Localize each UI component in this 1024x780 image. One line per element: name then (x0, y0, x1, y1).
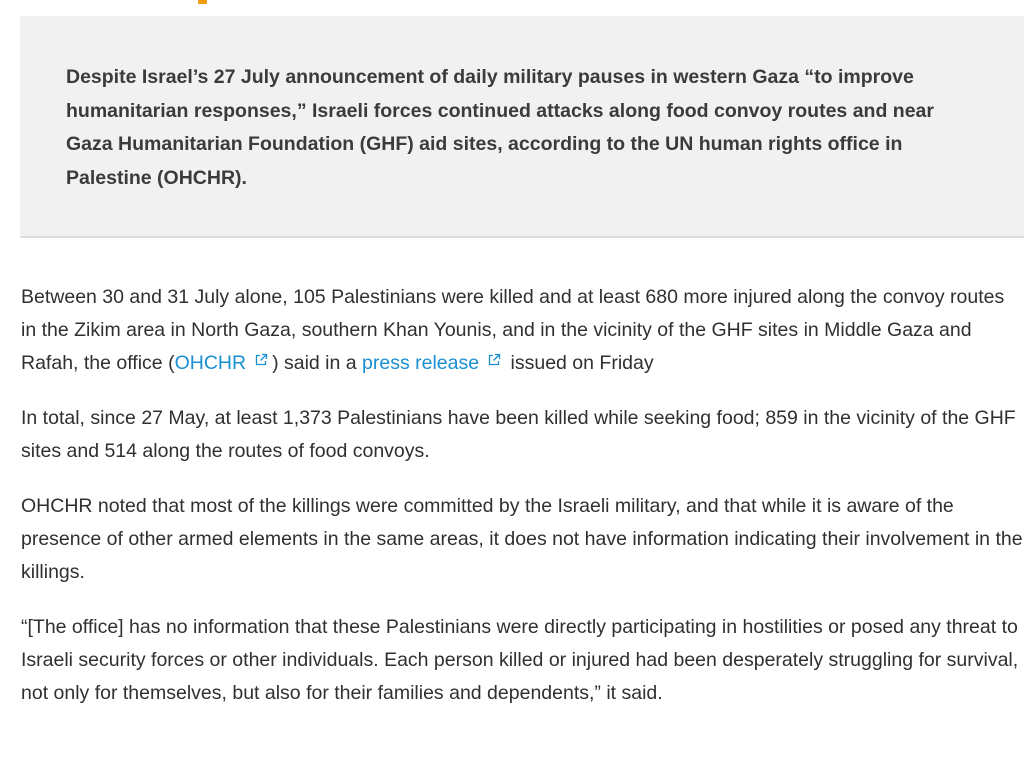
article-summary-box (20, 16, 1024, 238)
press-release-link[interactable] (362, 352, 505, 374)
paragraph-convoy-killings (21, 281, 1024, 380)
paragraph-1-text-before: Between 30 and 31 July alone, 105 Palestinians were killed and at least 680 more injured along the convoy routes in the Zikim area in North Gaza, southern Khan Younis, and in the vicinity of the GHF sites in Middle Gaza and Rafah, the office ( (21, 286, 1005, 374)
paragraph-1-text-middle: ) said in a (272, 352, 363, 374)
paragraph-1-text-after: issued on Friday (510, 352, 654, 374)
cut-off-heading-fragment (20, 0, 240, 6)
ohchr-link[interactable] (175, 352, 273, 374)
paragraph-quote: “[The office] has no information that these Palestinians were directly participating in hostilities or posed any threat to Israeli security forces or other individuals. Each person killed or injured had been desperately struggling for survival, not only for themselves, but also for their families and dependents,” it said. (21, 616, 1019, 704)
orange-accent-mark (198, 0, 207, 4)
ohchr-link-label: OHCHR (174, 352, 247, 374)
paragraph-total-killed: In total, since 27 May, at least 1,373 Palestinians have been killed while seeking food; 859 in the vicinity of the GHF sites and 514 along the routes of food convoys. (21, 407, 1016, 462)
external-link-icon (254, 353, 268, 367)
article-body (21, 281, 1024, 710)
paragraph-ohchr-noted: OHCHR noted that most of the killings were committed by the Israeli military, and that while it is aware of the presence of other armed elements in the same areas, it does not have information indicating their involvement in the killings. (21, 495, 1023, 583)
external-link-icon (487, 353, 501, 367)
press-release-link-label: press release (362, 352, 480, 374)
summary-text: Despite Israel’s 27 July announcement of daily military pauses in western Gaza “to improve humanitarian responses,” Israeli forces continued attacks along food convoy routes and near Gaza Humanitarian Foundation (GHF) aid sites, according to the UN human rights office in Palestine (OHCHR). (66, 66, 934, 189)
cut-off-heading-text (20, 0, 170, 6)
